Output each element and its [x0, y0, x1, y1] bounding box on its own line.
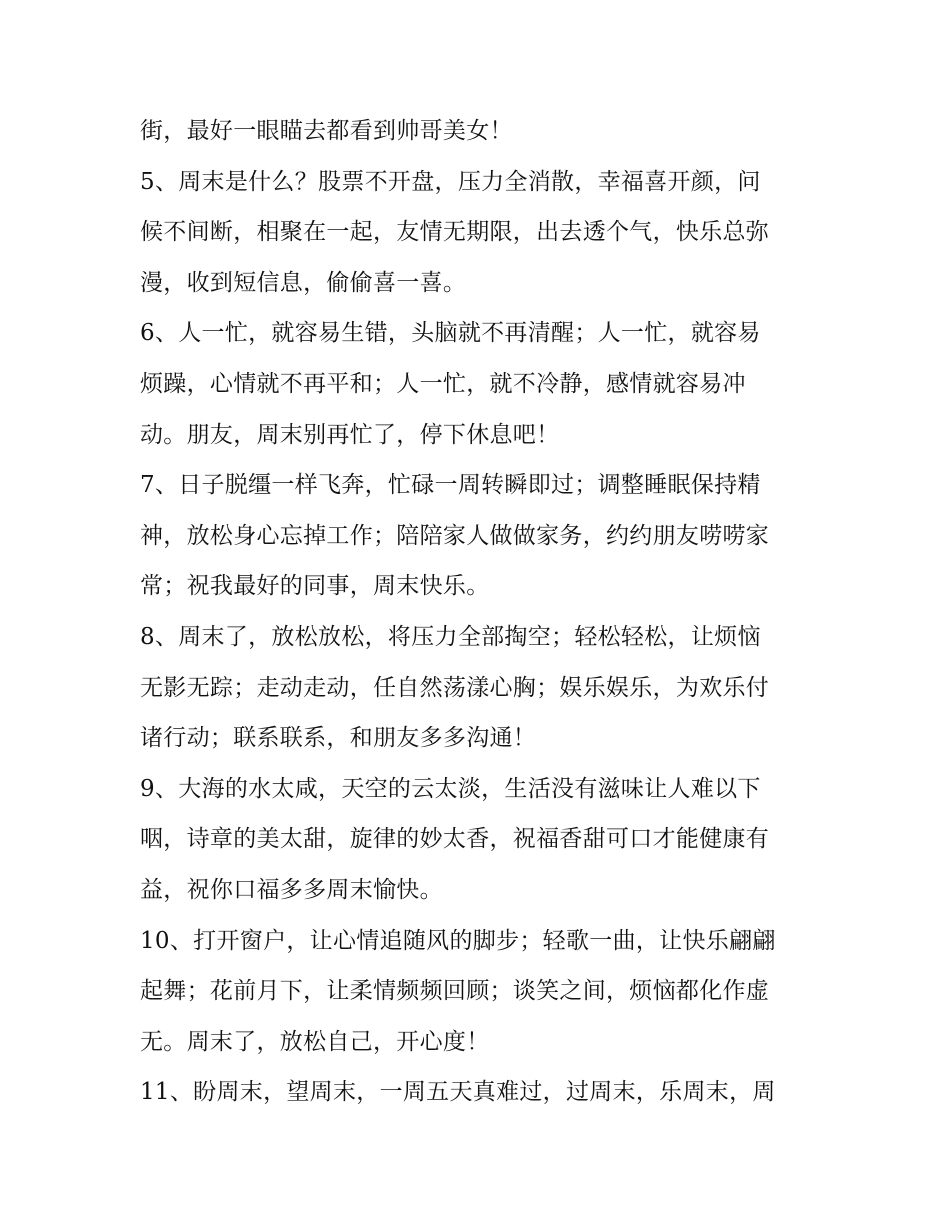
text-line: 常；祝我最好的同事，周末快乐。 — [140, 573, 490, 600]
text-line: 无。周末了，放松自己，开心度！ — [140, 1028, 490, 1055]
document-body — [140, 106, 820, 1118]
text-line: 8、周末了，放松放松，将压力全部掏空；轻松轻松，让烦恼 — [140, 623, 761, 650]
text-line: 7、日子脱缰一样飞奔，忙碌一周转瞬即过；调整睡眠保持精 — [140, 472, 761, 499]
text-line: 咽，诗章的美太甜，旋律的妙太香，祝福香甜可口才能健康有 — [140, 826, 770, 853]
text-line: 6、人一忙，就容易生错，头脑就不再清醒；人一忙，就容易 — [140, 320, 761, 347]
text-line: 神，放松身心忘掉工作；陪陪家人做做家务，约约朋友唠唠家 — [140, 522, 770, 549]
text-line: 动。朋友，周末别再忙了，停下休息吧！ — [140, 421, 560, 448]
text-line: 街，最好一眼瞄去都看到帅哥美女！ — [140, 118, 513, 144]
text-line: 5、周末是什么？股票不开盘，压力全消散，幸福喜开颜，问 — [140, 168, 761, 195]
text-line: 烦躁，心情就不再平和；人一忙，就不冷静，感情就容易冲 — [140, 370, 746, 397]
text-line: 益，祝你口福多多周末愉快。 — [140, 876, 443, 903]
text-line: 11、盼周末，望周末，一周五天真难过，过周末，乐周末，周 — [140, 1079, 776, 1106]
text-line: 10、打开窗户，让心情追随风的脚步；轻歌一曲，让快乐翩翩 — [140, 927, 776, 954]
text-line: 起舞；花前月下，让柔情频频回顾；谈笑之间，烦恼都化作虚 — [140, 978, 770, 1005]
text-line: 诸行动；联系联系，和朋友多多沟通！ — [140, 725, 537, 752]
text-line: 9、大海的水太咸，天空的云太淡，生活没有滋味让人难以下 — [140, 775, 761, 802]
text-line: 候不间断，相聚在一起，友情无期限，出去透个气，快乐总弥 — [140, 219, 770, 246]
text-line: 漫，收到短信息，偷偷喜一喜。 — [140, 269, 467, 296]
text-line: 无影无踪；走动走动，任自然荡漾心胸；娱乐娱乐，为欢乐付 — [140, 674, 770, 701]
